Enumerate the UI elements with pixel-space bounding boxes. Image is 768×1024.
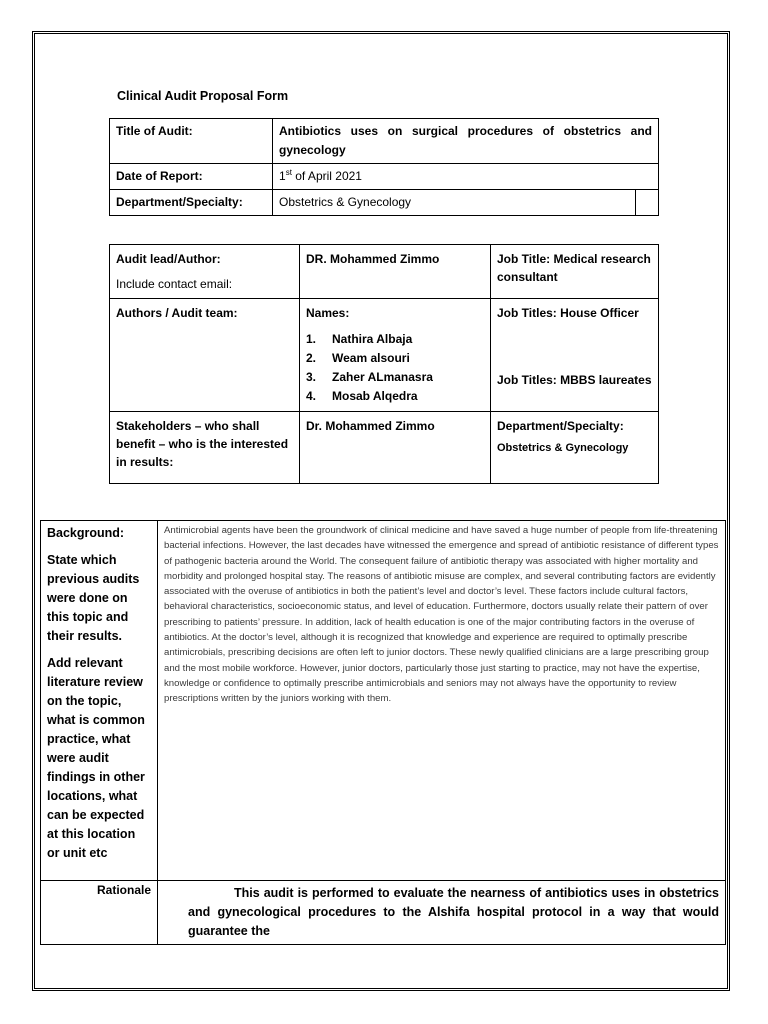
job-title-mbbs: Job Titles: MBBS laureates [497,373,652,387]
date-value [273,164,659,190]
table-row [110,299,659,412]
names-cell [300,299,491,412]
stakeholder-name: Dr. Mohammed Zimmo [300,412,491,484]
date-suffix: st [285,168,292,177]
table-row [110,245,659,299]
dept-value: Obstetrics & Gynecology [273,190,636,216]
background-prompt-2: Add relevant literature review on the topic, what is common practice, what were audit findings in other locations, what can be expected at this location or unit etc [47,656,145,860]
background-heading: Background: [47,526,125,540]
stakeholders-label: Stakeholders – who shall benefit – who is the interested in results: [110,412,300,484]
stakeholder-dept-label: Department/Specialty: [497,419,624,433]
table-row [110,119,659,164]
lead-name: DR. Mohammed Zimmo [300,245,491,299]
job-title-house-officer: Job Titles: House Officer [497,306,639,320]
stakeholder-dept-cell [491,412,659,484]
title-value: Antibiotics uses on surgical procedures of obstetrics and gynecology [273,119,659,164]
background-label-cell [41,521,158,881]
rationale-text: This audit is performed to evaluate the nearness of antibiotics uses in obstetrics and gynecological procedures to the Alshifa hospital protocol in a way that would guarantee the [158,881,726,945]
lead-label-cell [110,245,300,299]
dept-label: Department/Specialty: [110,190,273,216]
background-table [40,520,726,945]
list-item: 4. Mosab Alqedra [306,389,418,403]
date-rest: of April 2021 [291,169,362,183]
background-text: Antimicrobial agents have been the groundwork of clinical medicine and have saved a huge number of people from life-threatening bacterial infections. However, the last decades have witnessed the emergence and spread of antibiotic resistance of different types of pathogenic bacteria around the World. The consequent failure of antibiotic therapy was associated with higher mortality and morbidity and prolonged hospital stay. The reasons of antibiotic misuse are complex, and several contributing factors are evidently associated with the overuse of antibiotics in both the patient’s level and doctor’s level. These factors include cultural factors, behavioral characteristics, socioeconomic status, and level of education. Furthermore, doctors usually relate their pattern of over prescribing to patients’ pressure. In addition, lack of health education is one of the major contributing factors in the overuse of antibiotics. At the doctor’s level, although it is recognized that knowledge and experience are required to optimally prescribe antimicrobials, prescribing decisions are often left to junior doctors. These newly qualified clinicians are a large prescribing group and the most mobile workforce. However, junior doctors, particularly those just starting to practice, may not have the expertise, knowledge or confidence to optimally prescribe antimicrobials and seniors may not always have the opportunity to review prescriptions written by the juniors working with them. [158,521,726,881]
audit-details-table [109,118,659,216]
authors-label: Authors / Audit team: [110,299,300,412]
audit-team-table [109,244,659,484]
date-day: 1 [279,169,286,183]
list-item: 3. Zaher ALmanasra [306,370,433,384]
table-row [110,190,659,216]
background-prompt-1: State which previous audits were done on this topic and their results. [47,553,140,643]
list-item: 1. Nathira Albaja [306,332,413,346]
title-label: Title of Audit: [110,119,273,164]
empty-cell [636,190,659,216]
table-row [110,412,659,484]
lead-sub-label: Include contact email: [116,277,233,291]
table-row [110,164,659,190]
date-label: Date of Report: [110,164,273,190]
table-row [41,521,726,881]
table-row [41,881,726,945]
job-titles-cell [491,299,659,412]
stakeholder-dept-value: Obstetrics & Gynecology [497,442,629,454]
form-title: Clinical Audit Proposal Form [117,89,289,103]
lead-job-title: Job Title: Medical research consultant [491,245,659,299]
list-item: 2. Weam alsouri [306,351,410,365]
names-list [306,330,484,406]
lead-label: Audit lead/Author: [116,252,221,266]
rationale-label: Rationale [41,881,158,945]
names-label: Names: [306,306,350,320]
